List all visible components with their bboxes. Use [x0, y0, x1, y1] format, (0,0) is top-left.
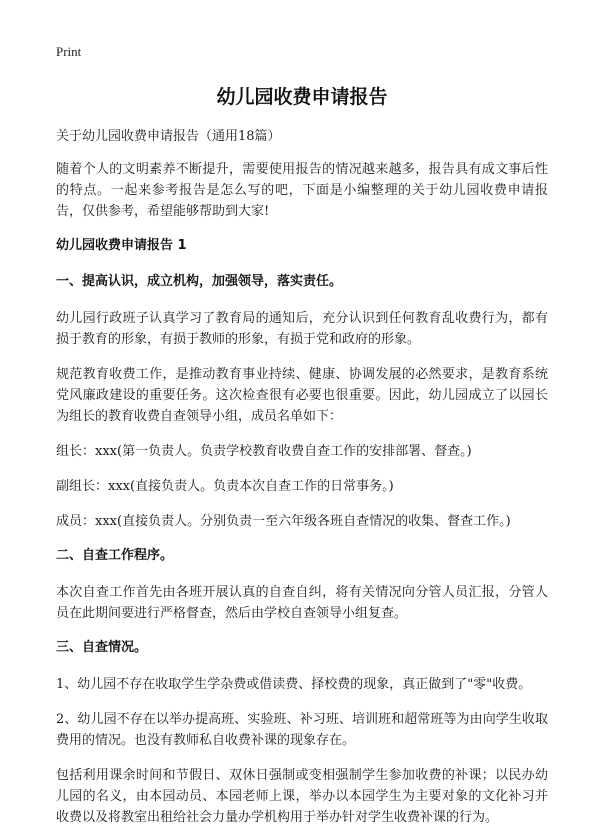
- part-1-paragraph-2: 规范教育收费工作，是推动教育事业持续、健康、协调发展的必然要求，是教育系统党风廉政建设的重要任务。这次检查很有必要也很重要。因此，幼儿园成立了以园长为组长的教育收费自查领导小组，成员名单如下：: [56, 367, 548, 424]
- document-subtitle: 关于幼儿园收费申请报告（通用18篇）: [56, 129, 281, 144]
- part-1-paragraph-3: 组长：xxx(第一负责人。负责学校教育收费自查工作的安排部署、督查。): [56, 444, 472, 459]
- part-3-paragraph-3: 包括利用课余时间和节假日、双休日强制或变相强制学生参加收费的补课；以民办幼儿园的名义，由本园动员、本园老师上课，举办以本园学生为主要对象的文化补习并收费以及将教室出租给社会力量办学机构用于举办针对学生收费补课的行为。: [56, 768, 548, 825]
- part-3-paragraph-1: 1、幼儿园不存在收取学生学杂费或借读费、择校费的现象，真正做到了"零"收费。: [56, 677, 532, 692]
- part-2-heading: 二、自查工作程序。: [56, 548, 174, 563]
- intro-paragraph: 随着个人的文明素养不断提升，需要使用报告的情况越来越多，报告具有成文事后性的特点。一起来参考报告是怎么写的吧，下面是小编整理的关于幼儿园收费申请报告，仅供参考，希望能够帮助到大家!: [56, 162, 548, 219]
- page-title: 幼儿园收费申请报告: [216, 86, 388, 108]
- part-3-paragraph-2: 2、幼儿园不存在以举办提高班、实验班、补习班、培训班和超常班等为由向学生收取费用的情况。也没有教师私自收费补课的现象存在。: [56, 712, 548, 748]
- part-1-heading: 一、提高认识，成立机构，加强领导，落实责任。: [56, 274, 343, 289]
- part-3-heading: 三、自查情况。: [56, 640, 148, 655]
- part-1-paragraph-1: 幼儿园行政班子认真学习了教育局的通知后，充分认识到任何教育乱收费行为，都有损于教育的形象，有损于教师的形象，有损于党和政府的形象。: [56, 311, 548, 347]
- part-1-paragraph-5: 成员：xxx(直接负责人。分别负责一至六年级各班自查情况的收集、督查工作。): [56, 514, 511, 529]
- print-link[interactable]: Print: [56, 44, 82, 59]
- part-2-paragraph-1: 本次自查工作首先由各班开展认真的自查自纠，将有关情况向分管人员汇报，分管人员在此期间要进行严格督查，然后由学校自查领导小组复查。: [56, 585, 548, 621]
- part-1-paragraph-4: 副组长：xxx(直接负责人。负责本次自查工作的日常事务。): [56, 479, 394, 494]
- section-heading-1: 幼儿园收费申请报告 1: [56, 238, 187, 253]
